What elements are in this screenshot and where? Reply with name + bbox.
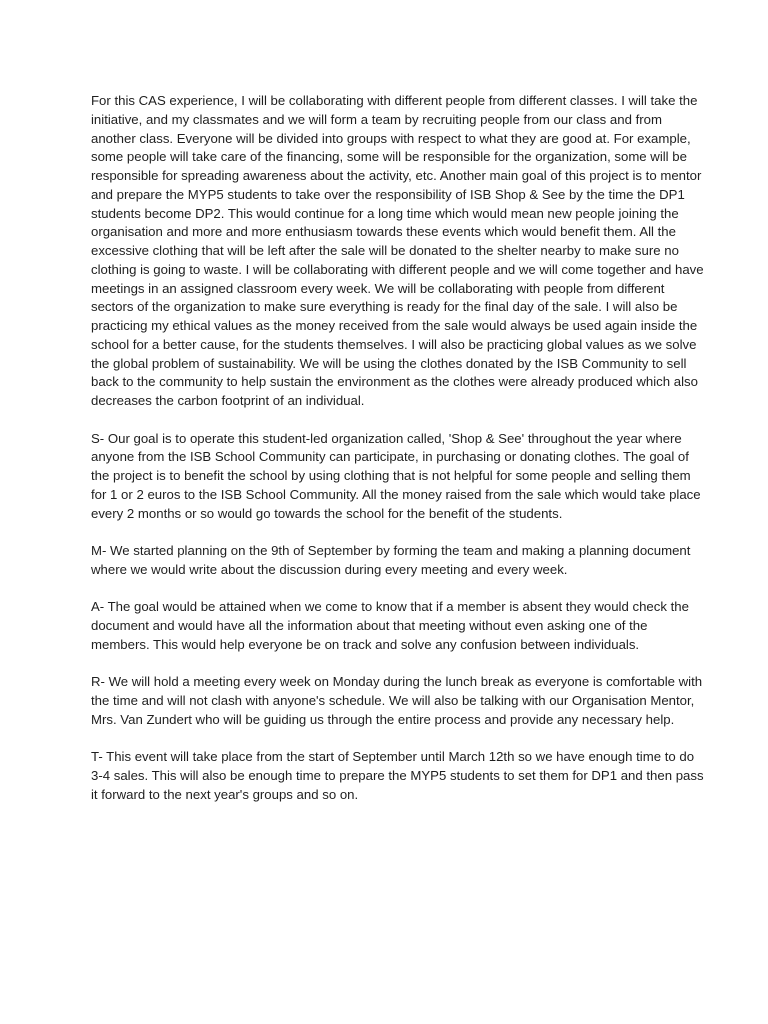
intro-paragraph: For this CAS experience, I will be collaborating with different people from different classes. I will take the initiative, and my classmates and we will form a team by recruiting people from our class and from another class. Everyone will be divided into groups with respect to what they are good at. For example, some people will take care of the financing, some will be responsible for the organization, some will be responsible for spreading awareness about the activity, etc. Another main goal of this project is to mentor and prepare the MYP5 students to take over the responsibility of ISB Shop & See by the time the DP1 students become DP2. This would continue for a long time which would mean new people joining the organisation and more and more enthusiasm towards these events which would benefit them. All the excessive clothing that will be left after the sale will be donated to the shelter nearby to make sure no clothing is going to waste. I will be collaborating with different people and we will come together and have meetings in an assigned classroom every week. We will be collaborating with people from different sectors of the organization to make sure everything is ready for the final day of the sale. I will also be practicing my ethical values as the money received from the sale would always be used again inside the school for a better cause, for the students themselves. I will also be practicing global values as we solve the global problem of sustainability. We will be using the clothes donated by the ISB Community to sell back to the community to help sustain the environment as the clothes were already produced which also decreases the carbon footprint of an individual. — [91, 93, 704, 408]
timely-paragraph: T- This event will take place from the start of September until March 12th so we have enough time to do 3-4 sales. This will also be enough time to prepare the MYP5 students to set them for DP1 and then pass it forward to the next year's groups and so on. — [91, 749, 704, 802]
relevant-paragraph: R- We will hold a meeting every week on Monday during the lunch break as everyone is comfortable with the time and will not clash with anyone's schedule. We will also be talking with our Organisation Mentor, Mrs. Van Zundert who will be guiding us through the entire process and provide any necessary help. — [91, 674, 703, 727]
document-page — [91, 92, 705, 823]
measurable-paragraph: M- We started planning on the 9th of September by forming the team and making a planning document where we would write about the discussion during every meeting and every week. — [91, 543, 691, 577]
specific-paragraph: S- Our goal is to operate this student-led organization called, 'Shop & See' throughout the year where anyone from the ISB School Community can participate, in purchasing or donating clothes. The goal of the project is to benefit the school by using clothing that is not helpful for some people and selling them for 1 or 2 euros to the ISB School Community. All the money raised from the sale which would take place every 2 months or so would go towards the school for the benefit of the students. — [91, 430, 701, 521]
attainable-paragraph: A- The goal would be attained when we come to know that if a member is absent they would check the document and would have all the information about that meeting without even asking one of the members. This would help everyone be on track and solve any confusion between individuals. — [91, 599, 689, 652]
